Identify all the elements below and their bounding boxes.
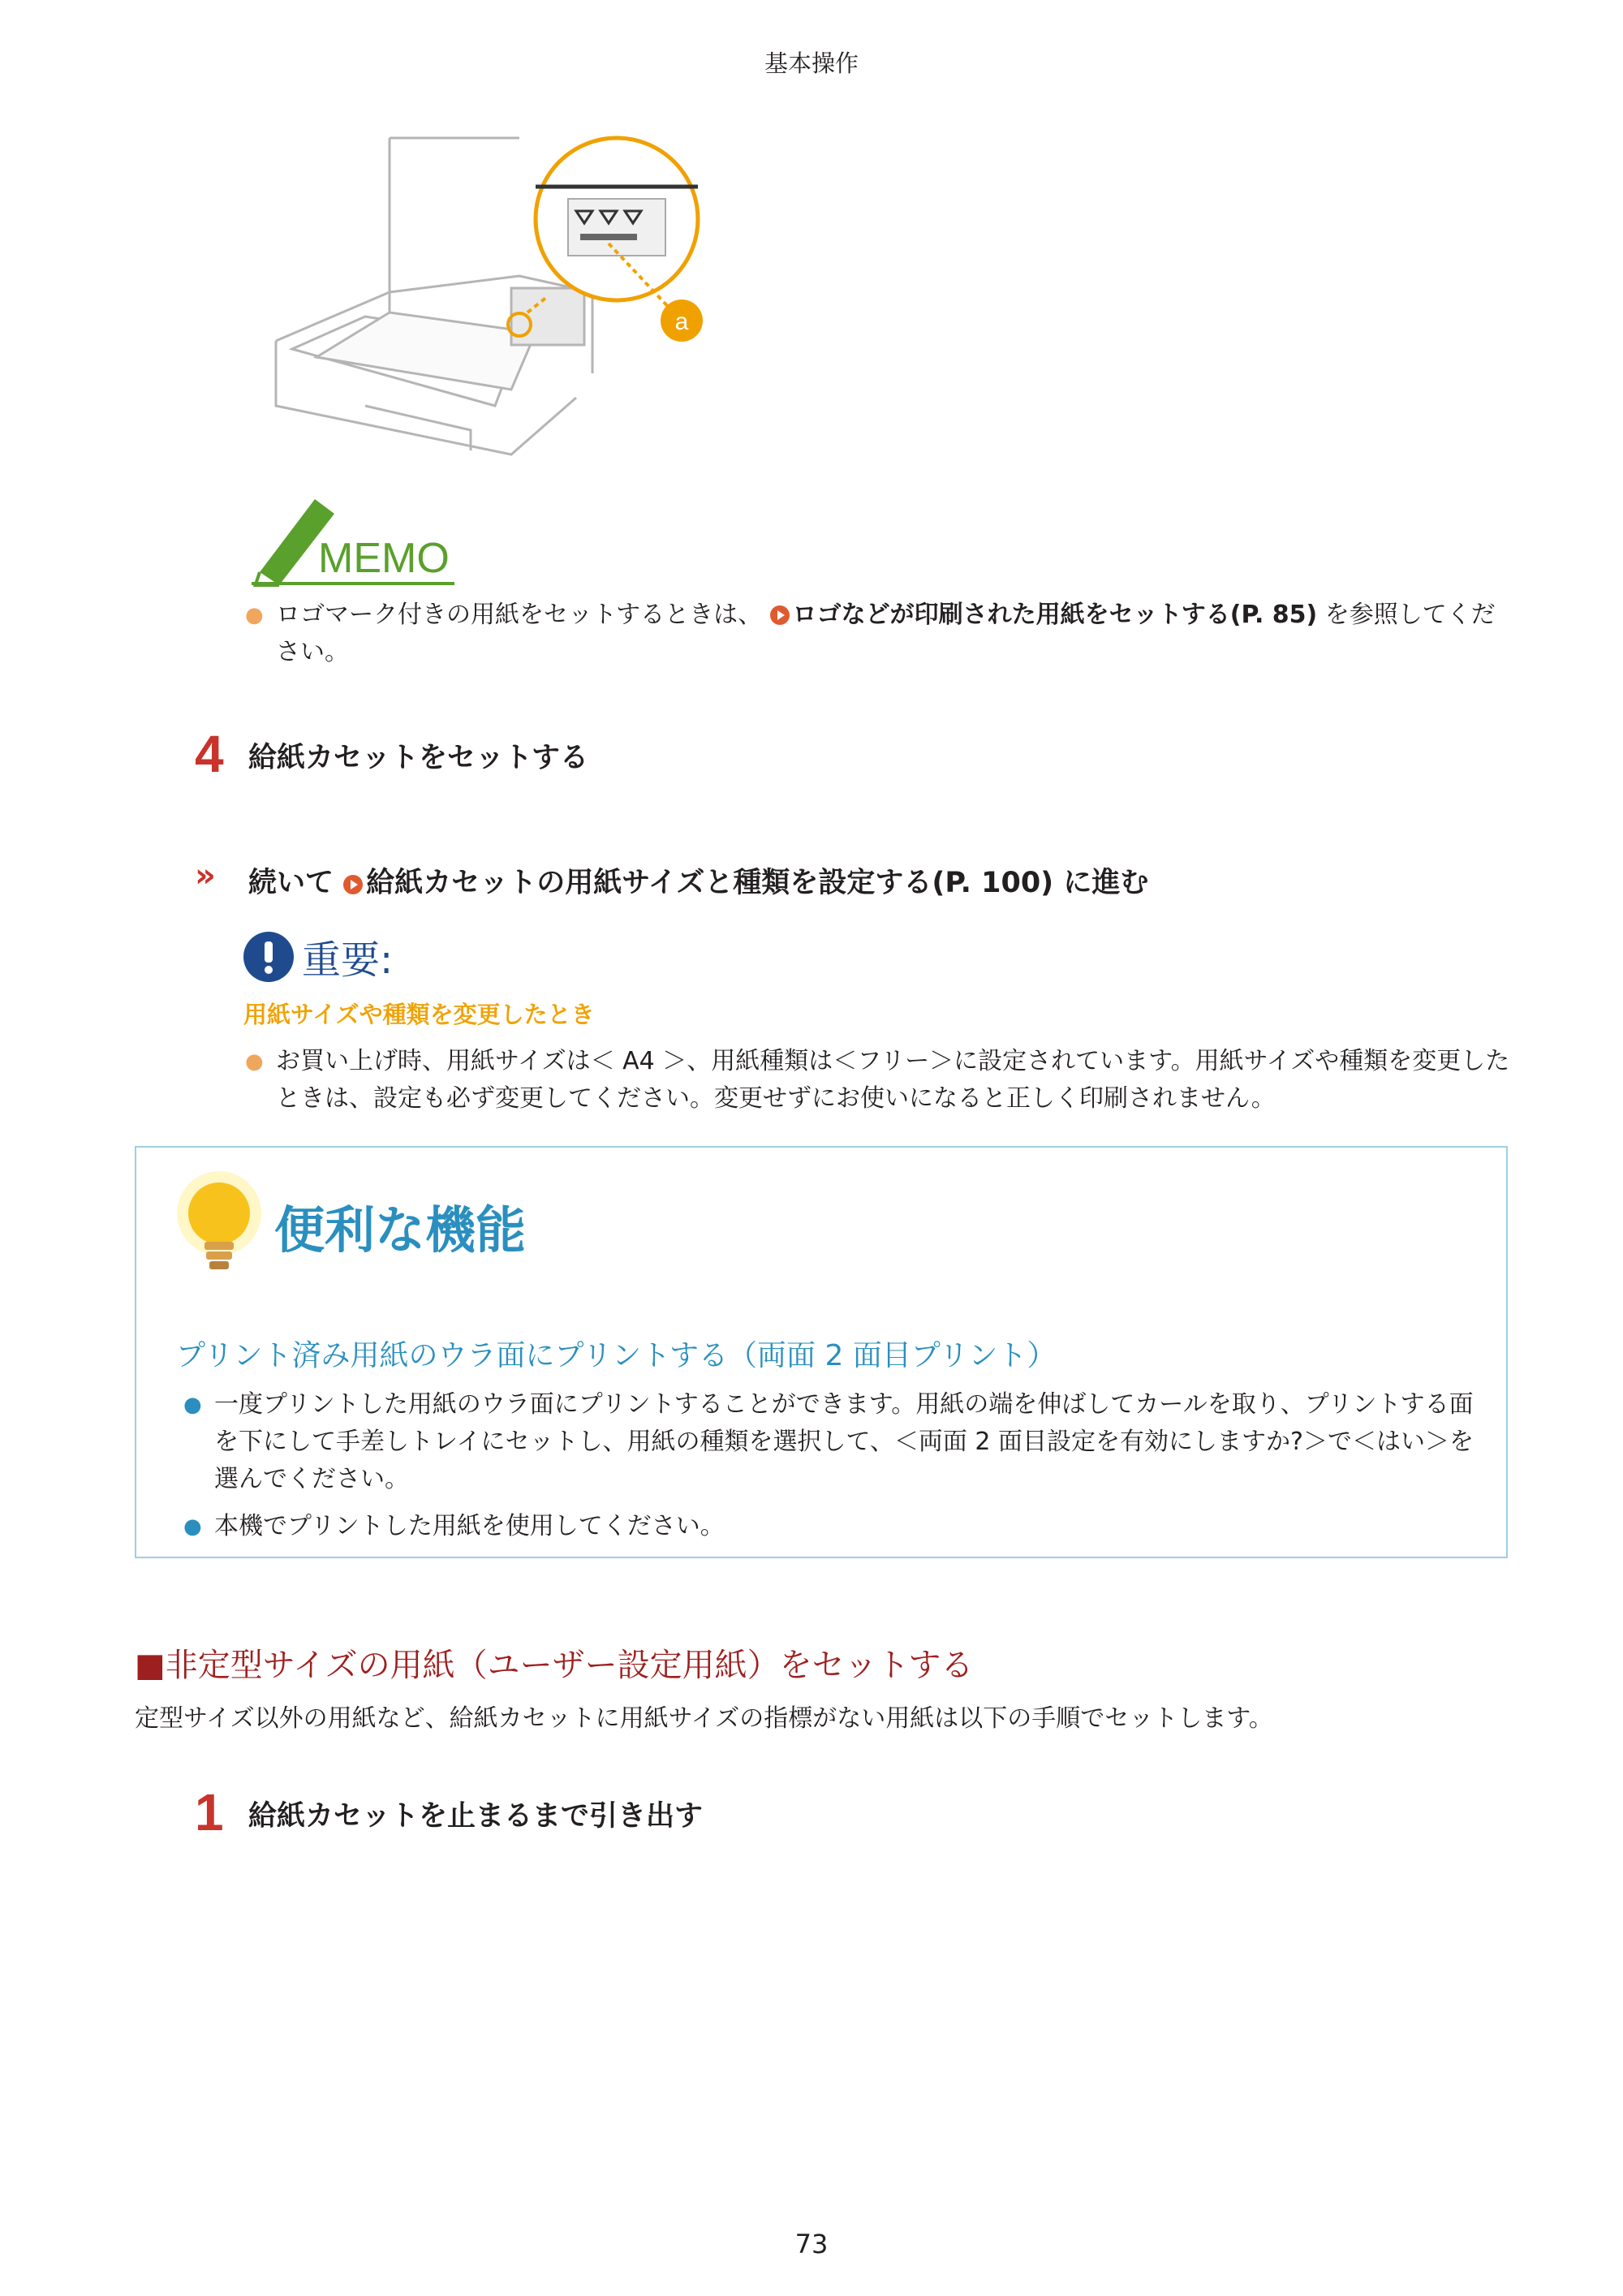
- tip-item-text: 本機でプリントした用紙を使用してください。: [214, 1512, 725, 1540]
- bullet-icon: ●: [245, 603, 264, 627]
- exclamation-icon: [243, 932, 294, 982]
- paper-cassette-illustration: [268, 130, 722, 487]
- important-subtitle: 用紙サイズや種類を変更したとき: [243, 1001, 595, 1028]
- step-1-title: 給紙カセットを止まるまで引き出す: [248, 1800, 704, 1833]
- page-header: 基本操作: [764, 50, 859, 77]
- tip-list: [183, 1386, 1480, 1555]
- memo-item: [245, 597, 1518, 671]
- tip-title: 便利な機能: [274, 1200, 527, 1260]
- callout-a-label: a: [674, 308, 689, 335]
- memo-label: MEMO: [318, 535, 450, 582]
- memo-body: [245, 597, 1518, 681]
- link-arrow-icon: [770, 605, 790, 625]
- bullet-icon: ●: [183, 1393, 202, 1417]
- step-4-number: 4: [195, 725, 224, 783]
- bullet-icon: ●: [183, 1514, 202, 1539]
- tip-item: [183, 1386, 1480, 1498]
- memo-link[interactable]: ロゴなどが印刷された用紙をセットする(P. 85): [792, 601, 1318, 629]
- memo-heading: [243, 491, 454, 587]
- tip-item-text: 一度プリントした用紙のウラ面にプリントすることができます。用紙の端を伸ばしてカールを取り、プリントする面を下にして手差しトレイにセットし、用紙の種類を選択して、＜両面 2 面目設定を有効にしますか?＞で＜はい＞を選んでください。: [214, 1390, 1474, 1493]
- next-prefix: 続いて: [248, 867, 334, 899]
- important-label: 重要:: [302, 937, 394, 983]
- section-title: ■非定型サイズの用紙（ユーザー設定用紙）をセットする: [135, 1647, 974, 1684]
- tip-item: [183, 1508, 1480, 1545]
- page-number: 73: [794, 2229, 829, 2259]
- tip-subtitle: プリント済み用紙のウラ面にプリントする（両面 2 面目プリント）: [176, 1339, 1057, 1372]
- memo-text-after: を参照してください。: [276, 601, 1496, 666]
- bullet-icon: ●: [245, 1049, 264, 1074]
- lightbulb-icon: [170, 1169, 268, 1282]
- double-chevron-icon: »: [195, 857, 216, 894]
- important-item: [245, 1043, 1518, 1118]
- next-link[interactable]: 給紙カセットの用紙サイズと種類を設定する(P. 100): [366, 867, 1054, 899]
- step-1-number: 1: [195, 1783, 224, 1842]
- memo-text-before: ロゴマーク付きの用紙をセットするときは、: [276, 601, 763, 629]
- important-item-text: お買い上げ時、用紙サイズは＜ A4 ＞、用紙種類は＜フリー＞に設定されています。用紙サイズや種類を変更したときは、設定も必ず変更してください。変更せずにお使いになると正しく印刷されません。: [276, 1047, 1510, 1113]
- important-body: [245, 1043, 1518, 1127]
- next-step: [248, 860, 1148, 901]
- next-suffix: に進む: [1053, 867, 1149, 899]
- pencil-icon: [243, 491, 454, 587]
- link-arrow-icon: [343, 875, 363, 894]
- section-description: 定型サイズ以外の用紙など、給紙カセットに用紙サイズの指標がない用紙は以下の手順でセットします。: [135, 1704, 1273, 1733]
- step-4-title: 給紙カセットをセットする: [248, 742, 588, 774]
